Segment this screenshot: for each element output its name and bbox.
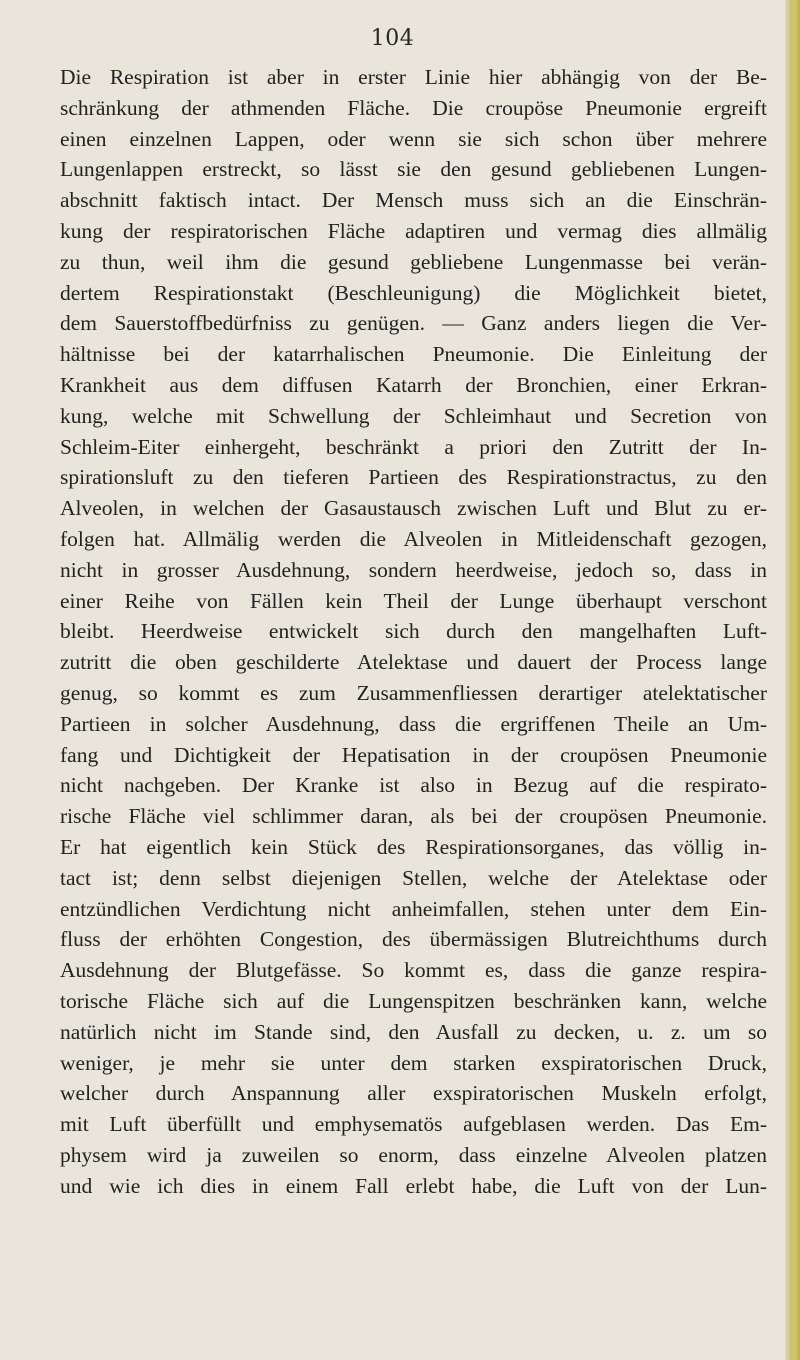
text-line: dertem Respirationstakt (Beschleunigung) die Möglichkeit bietet, bbox=[60, 280, 767, 305]
text-line: Ausdehnung der Blutgefässe. So kommt es, dass die ganze respira- bbox=[60, 958, 767, 983]
text-line: abschnitt faktisch intact. Der Mensch muss sich an die Einschrän- bbox=[60, 188, 767, 213]
text-line: rische Fläche viel schlimmer daran, als bei der croupösen Pneumonie. bbox=[60, 804, 767, 829]
text-line: mit Luft überfüllt und emphysematös aufgeblasen werden. Das Em- bbox=[60, 1112, 767, 1137]
text-line: einer Reihe von Fällen kein Theil der Lunge überhaupt verschont bbox=[60, 588, 767, 613]
text-line: fang und Dichtigkeit der Hepatisation in der croupösen Pneumonie bbox=[60, 742, 767, 767]
text-line: schränkung der athmenden Fläche. Die croupöse Pneumonie ergreift bbox=[60, 95, 767, 120]
text-line: kung der respiratorischen Fläche adaptiren und vermag dies allmälig bbox=[60, 218, 767, 243]
text-line: dem Sauerstoffbedürfniss zu genügen. — Ganz anders liegen die Ver- bbox=[60, 311, 767, 336]
text-line: Die Respiration ist aber in erster Linie hier abhängig von der Be- bbox=[60, 65, 767, 89]
text-line: entzündlichen Verdichtung nicht anheimfallen, stehen unter dem Ein- bbox=[60, 896, 767, 921]
text-line: Schleim-Eiter einhergeht, beschränkt a priori den Zutritt der In- bbox=[60, 434, 767, 459]
text-line: welcher durch Anspannung aller exspiratorischen Muskeln erfolgt, bbox=[60, 1081, 767, 1106]
text-line: einen einzelnen Lappen, oder wenn sie sich schon über mehrere bbox=[60, 126, 767, 151]
text-line: spirationsluft zu den tieferen Partieen des Respirationstractus, zu den bbox=[60, 465, 767, 490]
text-line: nicht in grosser Ausdehnung, sondern heerdweise, jedoch so, dass in bbox=[60, 557, 767, 582]
text-line: Partieen in solcher Ausdehnung, dass die ergriffenen Theile an Um- bbox=[60, 711, 767, 736]
text-line: weniger, je mehr sie unter dem starken exspiratorischen Druck, bbox=[60, 1050, 767, 1075]
text-line: natürlich nicht im Stande sind, den Ausfall zu decken, u. z. um so bbox=[60, 1019, 767, 1044]
text-line: bleibt. Heerdweise entwickelt sich durch den mangelhaften Luft- bbox=[60, 619, 767, 644]
text-line: genug, so kommt es zum Zusammenfliessen derartiger atelektatischer bbox=[60, 680, 767, 705]
text-line: Alveolen, in welchen der Gasaustausch zwischen Luft und Blut zu er- bbox=[60, 496, 767, 521]
text-line: nicht nachgeben. Der Kranke ist also in Bezug auf die respirato- bbox=[60, 773, 767, 798]
text-line: und wie ich dies in einem Fall erlebt habe, die Luft von der Lun- bbox=[60, 1173, 767, 1198]
text-line: fluss der erhöhten Congestion, des übermässigen Blutreichthums durch bbox=[60, 927, 767, 952]
text-line: Krankheit aus dem diffusen Katarrh der Bronchien, einer Erkran- bbox=[60, 372, 767, 397]
text-line: Lungenlappen erstreckt, so lässt sie den gesund gebliebenen Lungen- bbox=[60, 157, 767, 182]
text-line: Er hat eigentlich kein Stück des Respirationsorganes, das völlig in- bbox=[60, 834, 767, 859]
page-number: 104 bbox=[370, 26, 415, 51]
text-line: torische Fläche sich auf die Lungenspitzen beschränken kann, welche bbox=[60, 988, 767, 1013]
text-line: physem wird ja zuweilen so enorm, dass einzelne Alveolen platzen bbox=[60, 1142, 767, 1167]
text-line: hältnisse bei der katarrhalischen Pneumonie. Die Einleitung der bbox=[60, 342, 767, 367]
text-line: folgen hat. Allmälig werden die Alveolen in Mitleidenschaft gezogen, bbox=[60, 526, 767, 551]
text-line: zu thun, weil ihm die gesund gebliebene Lungenmasse bei verän- bbox=[60, 249, 767, 274]
text-line: zutritt die oben geschilderte Atelektase und dauert der Process lange bbox=[60, 650, 767, 675]
body-text bbox=[60, 62, 767, 1201]
text-line: kung, welche mit Schwellung der Schleimhaut und Secretion von bbox=[60, 403, 767, 428]
page-edge bbox=[785, 0, 800, 1360]
text-line: tact ist; denn selbst diejenigen Stellen, welche der Atelektase oder bbox=[60, 865, 767, 890]
